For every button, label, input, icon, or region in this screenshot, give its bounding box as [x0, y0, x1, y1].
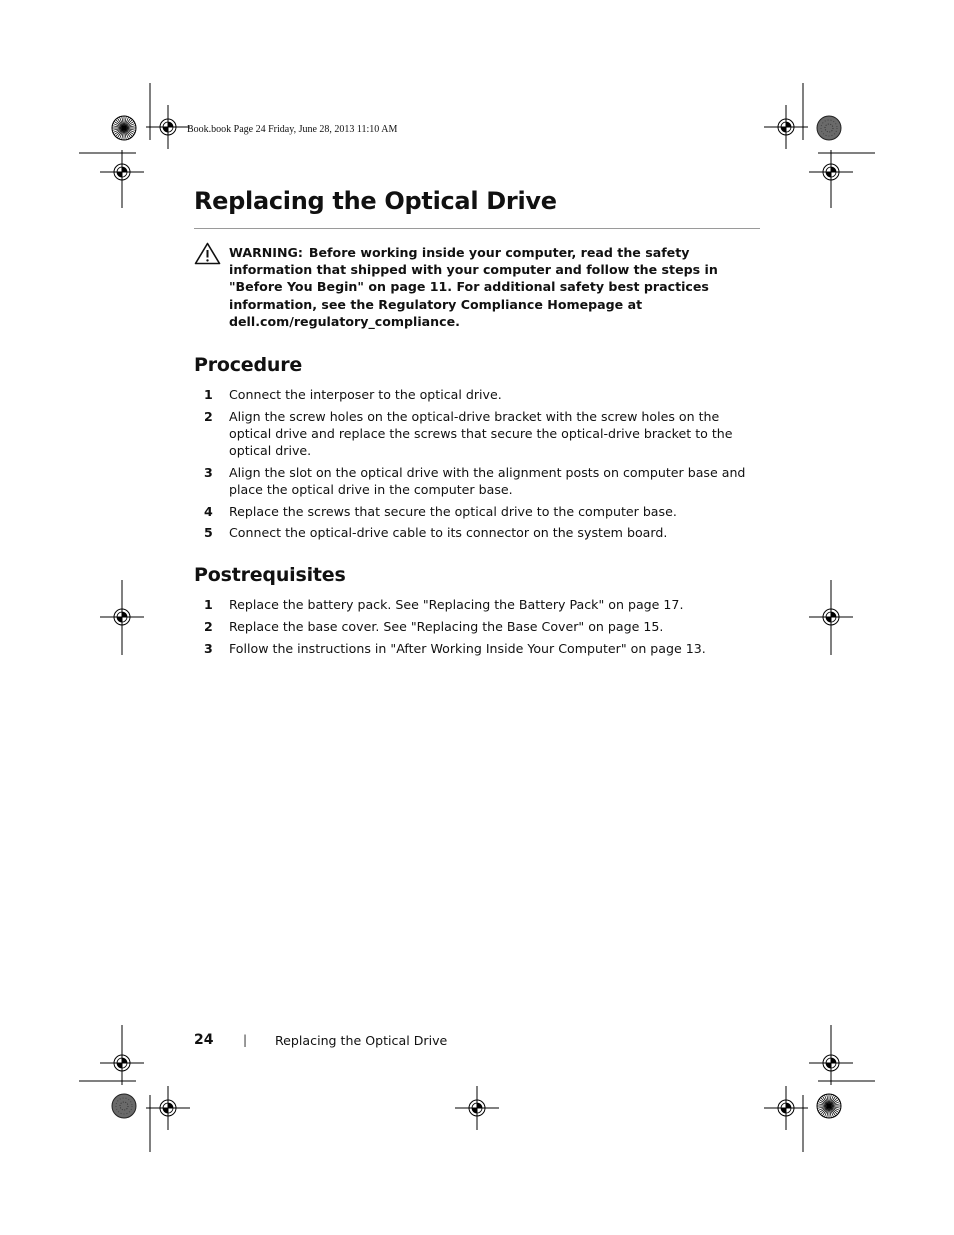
step-text: Connect the interposer to the optical drive.: [229, 387, 502, 402]
procedure-list: [200, 386, 765, 541]
list-item: [200, 618, 765, 635]
page-title: Replacing the Optical Drive: [194, 187, 557, 215]
step-number: 4: [204, 504, 213, 519]
title-divider: [194, 228, 760, 229]
step-text: Align the screw holes on the optical-drive bracket with the screw holes on the optical drive and replace the screws that secure the optical-drive bracket to the optical drive.: [229, 409, 733, 458]
warning-label: WARNING:: [229, 245, 303, 260]
footer-section-title: Replacing the Optical Drive: [275, 1033, 448, 1048]
step-text: Replace the battery pack. See "Replacing the Battery Pack" on page 17.: [229, 597, 684, 612]
step-number: 3: [204, 641, 213, 656]
step-number: 1: [204, 387, 213, 402]
page-number: 24: [194, 1032, 214, 1048]
postrequisites-heading: Postrequisites: [194, 564, 346, 586]
warning-notice: [194, 244, 764, 330]
procedure-heading: Procedure: [194, 354, 303, 376]
footer-separator: |: [243, 1033, 248, 1047]
list-item: [200, 503, 765, 520]
list-item: [200, 386, 765, 403]
warning-text: Before working inside your computer, read the safety information that shipped with your computer and follow the steps in "Before You Begin" on page 11. For additional safety best practices information, see the Regulatory Compliance Homepage at dell.com/regulatory_compliance.: [229, 245, 718, 329]
list-item: [200, 524, 765, 541]
step-text: Align the slot on the optical drive with the alignment posts on computer base and place the optical drive in the computer base.: [229, 465, 746, 497]
step-text: Replace the screws that secure the optical drive to the computer base.: [229, 504, 677, 519]
list-item: [200, 640, 765, 657]
list-item: [200, 596, 765, 613]
step-number: 2: [204, 409, 213, 424]
postrequisites-list: [200, 596, 765, 657]
step-text: Connect the optical-drive cable to its connector on the system board.: [229, 525, 668, 540]
step-text: Replace the base cover. See "Replacing the Base Cover" on page 15.: [229, 619, 664, 634]
list-item: [200, 464, 765, 498]
warning-triangle-icon: [194, 242, 221, 265]
step-number: 3: [204, 465, 213, 480]
print-slug: Book.book Page 24 Friday, June 28, 2013 11:10 AM: [187, 124, 398, 135]
step-number: 2: [204, 619, 213, 634]
step-number: 5: [204, 525, 213, 540]
step-text: Follow the instructions in "After Working Inside Your Computer" on page 13.: [229, 641, 706, 656]
step-number: 1: [204, 597, 213, 612]
list-item: [200, 408, 765, 459]
